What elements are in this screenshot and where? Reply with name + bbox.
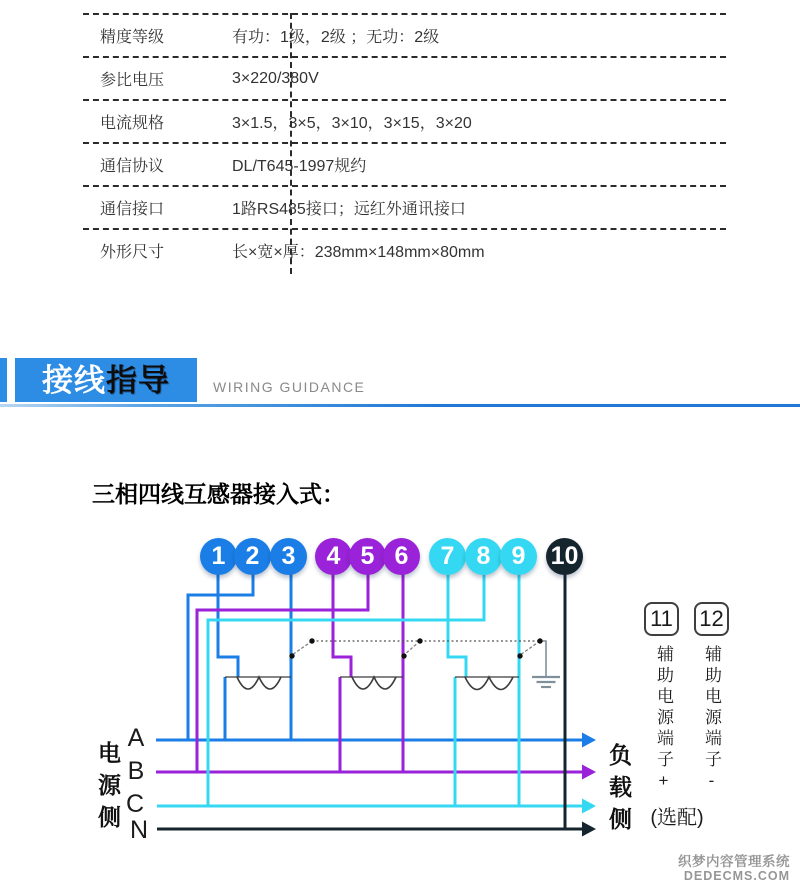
diagram-title: 三相四线互感器接入式： bbox=[92, 481, 345, 507]
spec-label: 精度等级 bbox=[100, 29, 165, 46]
optional-note: (选配) bbox=[650, 807, 704, 829]
aux-caption-11: 辅助电源端子+ bbox=[654, 645, 673, 794]
wire-terminal-4 bbox=[333, 574, 351, 677]
link-node bbox=[289, 653, 294, 658]
watermark-line1: 织梦内容管理系统 bbox=[678, 854, 790, 869]
section-subtitle-en: WIRING GUIDANCE bbox=[213, 379, 366, 395]
wire-terminal-7 bbox=[448, 574, 466, 677]
spec-row bbox=[83, 142, 726, 185]
phase-b-arrow bbox=[582, 765, 596, 780]
spec-label: 通信接口 bbox=[100, 201, 165, 218]
spec-row bbox=[83, 56, 726, 99]
wire-terminal-5 bbox=[197, 574, 368, 772]
spec-value: 1路RS485接口；远红外通讯接口 bbox=[232, 201, 466, 218]
terminal-circle-6: 6 bbox=[383, 538, 420, 575]
load-side-label: 负载侧 bbox=[606, 743, 632, 839]
header-underline bbox=[0, 404, 800, 407]
ct-c-winding bbox=[465, 677, 513, 690]
header-accent-bar bbox=[0, 358, 7, 402]
link-node bbox=[417, 638, 422, 643]
spec-label: 通信协议 bbox=[100, 158, 165, 175]
link-node bbox=[309, 638, 314, 643]
spec-row bbox=[83, 13, 726, 56]
terminal-circle-5: 5 bbox=[349, 538, 386, 575]
spec-label: 电流规格 bbox=[100, 115, 165, 132]
spec-row bbox=[83, 99, 726, 142]
spec-label: 外形尺寸 bbox=[100, 244, 165, 261]
phase-label-n: N bbox=[129, 816, 149, 844]
watermark-line2: DEDECMS.COM bbox=[683, 868, 790, 883]
link-node bbox=[517, 653, 522, 658]
phase-a-arrow bbox=[582, 733, 596, 748]
terminal-circle-7: 7 bbox=[429, 538, 466, 575]
phase-label-b: B bbox=[127, 757, 145, 785]
terminal-circle-9: 9 bbox=[500, 538, 537, 575]
wire-terminal-1 bbox=[218, 574, 238, 677]
link-node bbox=[537, 638, 542, 643]
spec-table bbox=[83, 13, 726, 271]
section-header bbox=[15, 358, 197, 402]
spec-row bbox=[83, 228, 726, 271]
section-title bbox=[42, 362, 170, 398]
terminal-circle-2: 2 bbox=[234, 538, 271, 575]
section-title-zh-black: 指导 bbox=[106, 362, 170, 398]
terminal-circle-1: 1 bbox=[200, 538, 237, 575]
spec-label: 参比电压 bbox=[100, 72, 165, 89]
aux-caption-12: 辅助电源端子- bbox=[702, 645, 721, 794]
spec-value: 3×1.5，3×5，3×10，3×15，3×20 bbox=[232, 115, 472, 132]
source-side-label: 电源侧 bbox=[95, 741, 121, 837]
aux-terminal-11: 11 bbox=[644, 602, 679, 636]
phase-c-arrow bbox=[582, 799, 596, 814]
link-slant-a bbox=[292, 641, 312, 655]
spec-value: 3×220/380V bbox=[232, 69, 319, 87]
spec-value: DL/T645-1997规约 bbox=[232, 158, 367, 175]
spec-row bbox=[83, 185, 726, 228]
terminal-circle-10: 10 bbox=[546, 538, 583, 575]
link-slant-b bbox=[404, 641, 420, 655]
spec-column-divider bbox=[290, 13, 292, 274]
neutral-arrow bbox=[582, 822, 596, 837]
terminal-circle-4: 4 bbox=[315, 538, 352, 575]
spec-value: 长×宽×厚：238mm×148mm×80mm bbox=[232, 244, 485, 261]
terminal-circle-8: 8 bbox=[465, 538, 502, 575]
link-node bbox=[401, 653, 406, 658]
phase-label-a: A bbox=[127, 724, 145, 752]
earth-lead bbox=[540, 641, 546, 677]
phase-label-c: C bbox=[125, 790, 145, 818]
aux-terminal-12: 12 bbox=[694, 602, 729, 636]
spec-value: 有功：1级，2级 ；无功：2级 bbox=[232, 29, 440, 46]
section-title-zh-white: 接线 bbox=[42, 362, 106, 398]
ct-a-winding bbox=[237, 677, 281, 689]
link-slant-c bbox=[520, 641, 540, 655]
watermark bbox=[678, 855, 790, 884]
terminal-circle-3: 3 bbox=[270, 538, 307, 575]
ct-b-winding bbox=[352, 677, 396, 689]
